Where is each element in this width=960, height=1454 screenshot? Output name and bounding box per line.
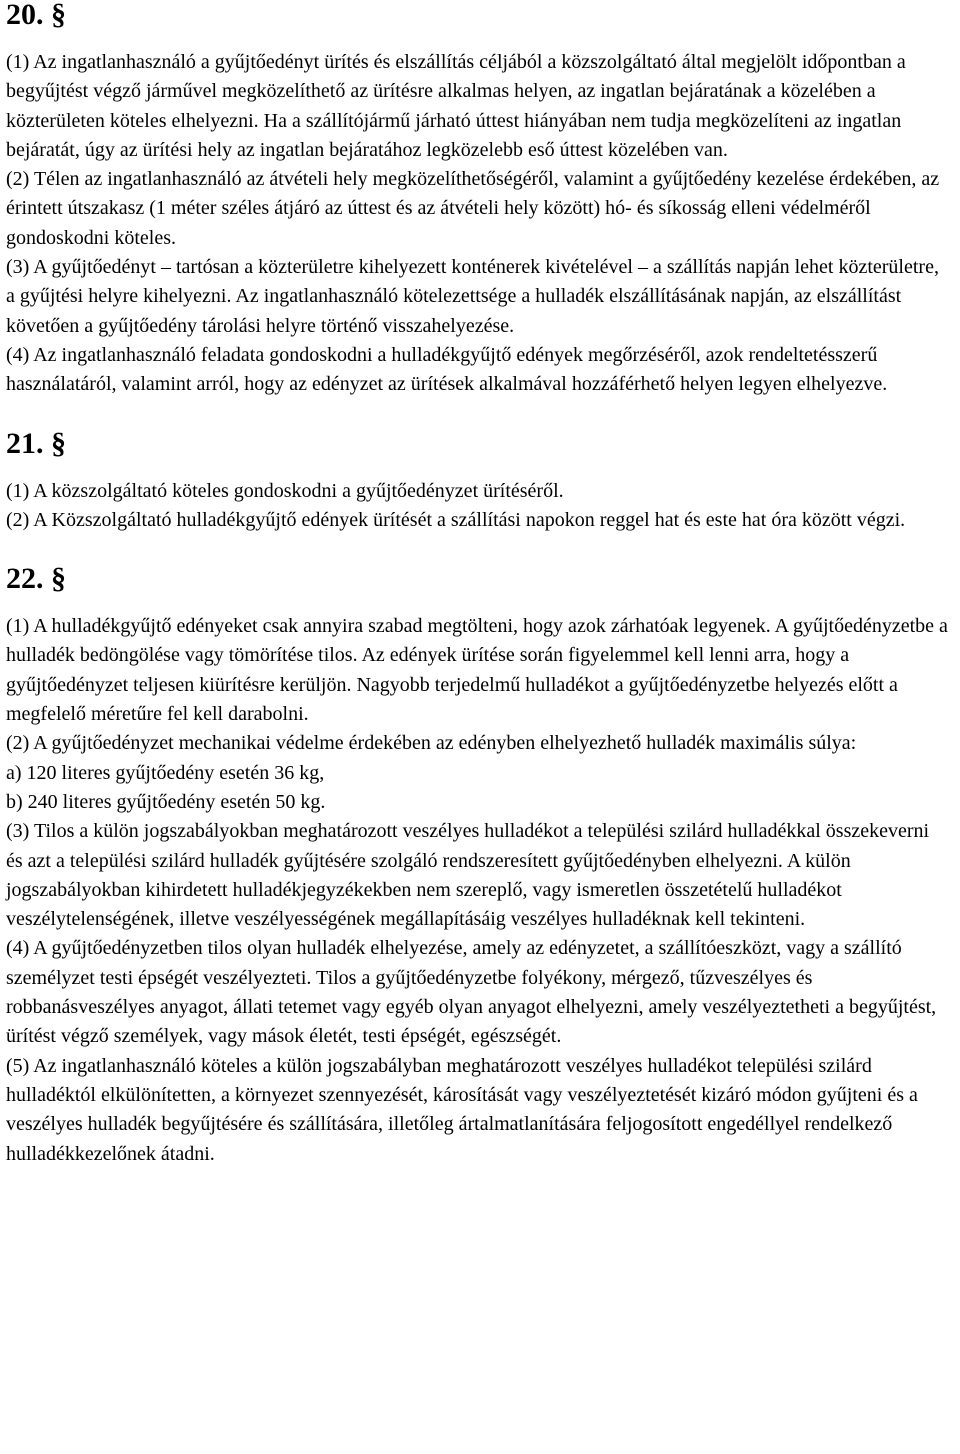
paragraph-22-3: (3) Tilos a külön jogszabályokban meghatározott veszélyes hulladékot a települési szilárd hulladékkal összekeverni és azt a települési szilárd hulladék gyűjtésére szolgáló rendszeresített gyűjtőedényben elhelyezni. A külön jogszabályokban kihirdetett hulladékjegyzékekben nem szereplő, vagy ismeretlen összetételű hulladékot veszélytelenségének, illetve veszélyességének megállapításáig veszélyes hulladéknak kell tekinteni.: [6, 820, 930, 931]
spacer: [6, 459, 950, 477]
list-item-22-2a: a) 120 literes gyűjtőedény esetén 36 kg,: [6, 761, 325, 784]
section-heading-20: 20. §: [6, 0, 66, 31]
paragraph-20-3: (3) A gyűjtőedényt – tartósan a közterületre kihelyezett konténerek kivételével – a szállítás napján lehet közterületre, a gyűjtési helyre kihelyezni. Az ingatlanhasználó kötelezettsége a hulladék elszállításának napján, az elszállítást követően a gyűjtőedény tárolási helyre történő visszahelyezése.: [6, 256, 939, 337]
section-heading-21: 21. §: [6, 426, 66, 460]
paragraph-20-4: (4) Az ingatlanhasználó feladata gondoskodni a hulladékgyűjtő edények megőrzéséről, azok rendeltetésszerű használatáról, valamint arról, hogy az edényzet az ürítések alkalmával hozzáférhető helyen legyen elhelyezve.: [6, 343, 888, 396]
paragraph-20-1: (1) Az ingatlanhasználó a gyűjtőedényt ürítés és elszállítás céljából a közszolgáltató által megjelölt időpontban a begyűjtést végző járművel megközelíthető az ürítésre alkalmas helyen, az ingatlan bejáratának a közelében a közterületen köteles elhelyezni. Ha a szállítójármű járható úttest hiányában nem tudja megközelíteni az ingatlan bejáratát, úgy az ürítési hely az ingatlan bejáratához legközelebb eső úttest közelében van.: [6, 51, 906, 161]
paragraph-20-2: (2) Télen az ingatlanhasználó az átvételi hely megközelíthetőségéről, valamint a gyűjtőedény kezelése érdekében, az érintett útszakasz (1 méter széles átjáró az úttest és az átvételi hely között) hó- és síkosság elleni védelméről gondoskodni köteles.: [6, 168, 940, 249]
list-item-22-2b: b) 240 literes gyűjtőedény esetén 50 kg.: [6, 790, 326, 813]
spacer: [6, 30, 950, 48]
paragraph-22-5: (5) Az ingatlanhasználó köteles a külön jogszabályban meghatározott veszélyes hulladékot települési szilárd hulladéktól elkülönítetten, a környezet szennyezését, károsítását vagy veszélyeztetését kizáró módon gyűjteni és a veszélyes hulladék begyűjtésére és szállítására, illetőleg ártalmatlanítására feljogosított engedéllyel rendelkező hulladékkezelőnek átadni.: [6, 1054, 918, 1165]
spacer: [6, 594, 950, 612]
paragraph-21-2: (2) A Közszolgáltató hulladékgyűjtő edények ürítését a szállítási napokon reggel hat és este hat óra között végzi.: [6, 508, 906, 531]
paragraph-22-1: (1) A hulladékgyűjtő edényeket csak annyira szabad megtölteni, hogy azok zárhatóak legyenek. A gyűjtőedényzetbe a hulladék bedöngölése vagy tömörítése tilos. Az edények ürítése során figyelemmel kell lenni arra, hogy a gyűjtőedényzet teljesen kiürítésre kerüljön. Nagyobb terjedelmű hulladékot a gyűjtőedényzetbe helyezés előtt a megfelelő méretűre fel kell darabolni.: [6, 615, 948, 726]
paragraph-22-2: (2) A gyűjtőedényzet mechanikai védelme érdekében az edényben elhelyezhető hulladék maximális súlya:: [6, 732, 857, 755]
spacer: [6, 535, 950, 564]
spacer: [6, 400, 950, 429]
section-heading-22: 22. §: [6, 562, 66, 596]
paragraph-22-4: (4) A gyűjtőedényzetben tilos olyan hulladék elhelyezése, amely az edényzetet, a szállítóeszközt, vagy a szállító személyzet testi épségét veszélyezteti. Tilos a gyűjtőedényzetbe folyékony, mérgező, tűzveszélyes és robbanásveszélyes anyagot, állati tetemet vagy egyéb olyan anyagot elhelyezni, amely veszélyeztetheti a begyűjtést, ürítést végző személyek, vagy mások életét, testi épségét, egészségét.: [6, 937, 937, 1048]
paragraph-21-1: (1) A közszolgáltató köteles gondoskodni a gyűjtőedényzet ürítéséről.: [6, 479, 564, 502]
